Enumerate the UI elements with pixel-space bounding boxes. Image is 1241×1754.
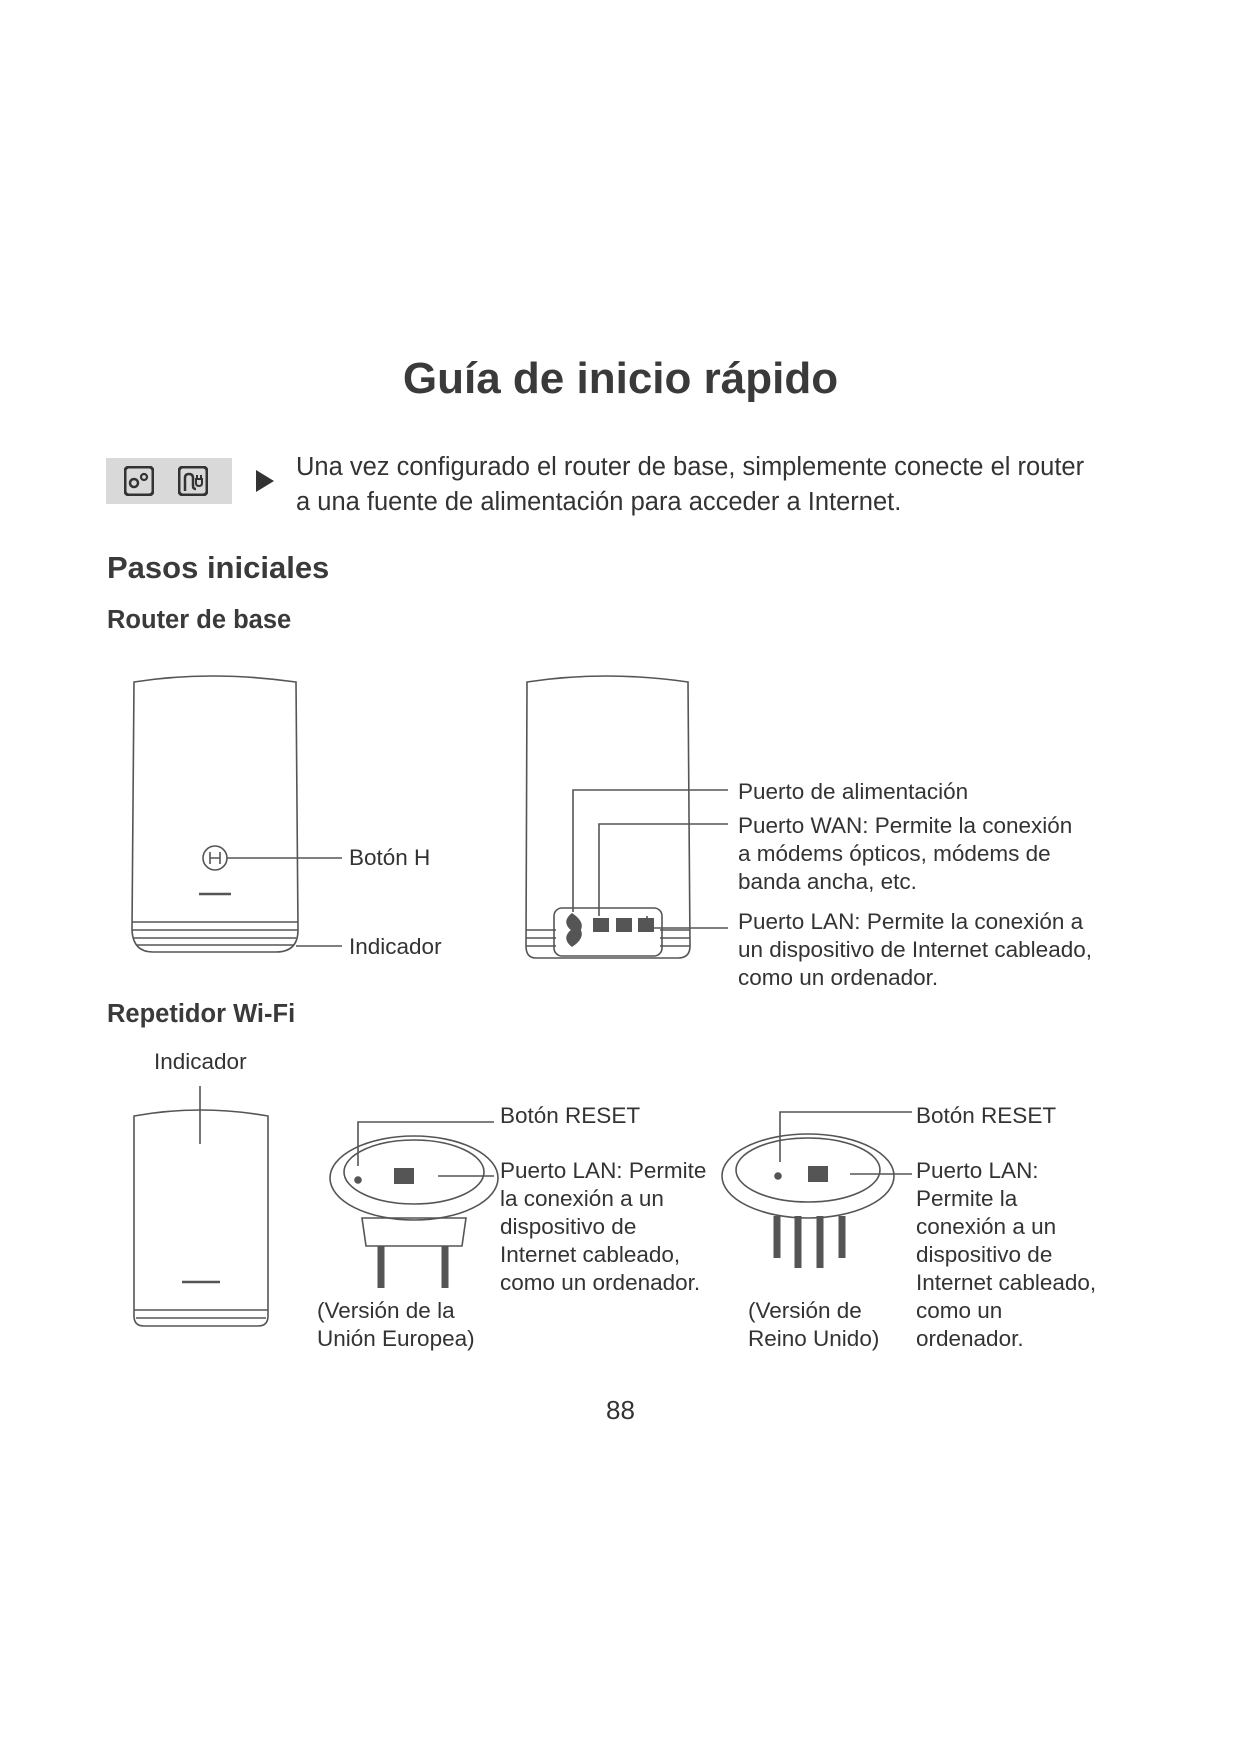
wan-port-leader [599, 824, 728, 916]
eu-reset-label: Botón RESET [500, 1103, 641, 1128]
page-title: Guía de inicio rápido [402, 354, 839, 403]
uk-version-label: (Versión de Reino Unido) [748, 1298, 880, 1351]
lan-port-leader [647, 916, 728, 928]
section-heading: Pasos iniciales [107, 550, 330, 585]
eu-version-label: (Versión de la Unión Europea) [317, 1298, 475, 1351]
power-port-leader [573, 790, 728, 912]
page-number: 88 [606, 1395, 635, 1425]
lan-port-label: Puerto LAN: Permite la conexión a un dispositivo de Internet cableado, como un ordenador. [738, 909, 1092, 990]
intro-line-1: Una vez configurado el router de base, simplemente conecte el router [296, 453, 1085, 481]
uk-repeater-plug-illustration [722, 1134, 894, 1268]
power-port-label: Puerto de alimentación [738, 779, 969, 804]
repeater-indicator-label: Indicador [154, 1049, 247, 1074]
base-indicator-label: Indicador [349, 934, 442, 959]
base-router-heading: Router de base [107, 606, 292, 634]
eu-lan-label: Puerto LAN: Permite la conexión a un dispositivo de Internet cableado, como un ordenador. [500, 1158, 707, 1295]
repeater-illustration [134, 1110, 268, 1326]
repeater-heading: Repetidor Wi-Fi [107, 1000, 296, 1028]
button-h-label: Botón H [349, 845, 431, 870]
uk-lan-label: Puerto LAN: Permite la conexión a un dispositivo de Internet cableado, como un ordenador. [916, 1158, 1097, 1351]
eu-repeater-plug-illustration [330, 1136, 498, 1288]
wan-port-label: Puerto WAN: Permite la conexión a módems ópticos, módems de banda ancha, etc. [738, 813, 1073, 894]
intro-line-2: a una fuente de alimentación para acceder a Internet. [296, 488, 902, 516]
uk-reset-label: Botón RESET [916, 1103, 1057, 1128]
uk-reset-leader [780, 1112, 912, 1162]
base-router-back-illustration [526, 676, 690, 958]
base-router-front-illustration [132, 676, 298, 952]
